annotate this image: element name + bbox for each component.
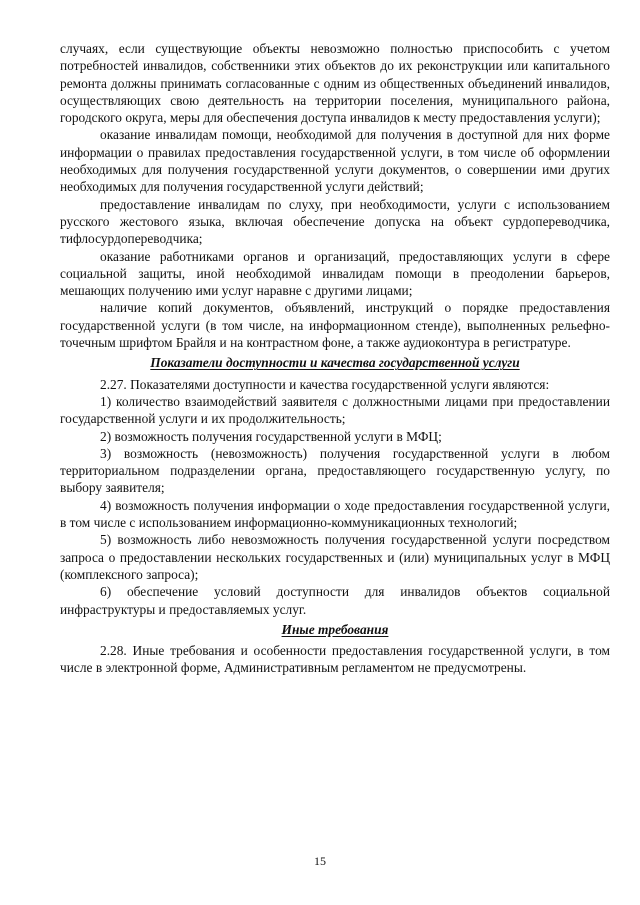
list-item: 3) возможность (невозможность) получения государственной услуги в любом территориальном подразделении органа, предоставляющего государственную услугу, по выбору заявителя; (60, 445, 610, 496)
paragraph: наличие копий документов, объявлений, инструкций о порядке предоставления государственной услуги (в том числе, на информационном стенде), выполненных рельефно-точечным шрифтом Брайля и на контрастном фоне, а также аудиоконтура в регистратуре. (60, 300, 610, 351)
list-item: 4) возможность получения информации о ходе предоставления государственной услуги, в том числе с использованием информационно-коммуникационных технологий; (60, 497, 610, 531)
paragraph: 2.28. Иные требования и особенности предоставления государственной услуги, в том числе в электронной форме, Административным регламентом не предусмотрены. (60, 643, 610, 676)
paragraph: предоставление инвалидам по слуху, при необходимости, услуги с использованием русского жестового языка, включая обеспечение допуска на объект сурдопереводчика, тифлосурдопереводчика; (60, 196, 610, 247)
list-item: 1) количество взаимодействий заявителя с должностными лицами при предоставлении государственной услуги и их продолжительность; (60, 393, 610, 427)
page-number: 15 (314, 854, 326, 868)
paragraph: оказание инвалидам помощи, необходимой для получения в доступной для них форме информации о правилах предоставления государственной услуги, в том числе об оформлении необходимых для получения государственной услуги документов, о совершении ими других необходимых для получения государственной услуги действий; (60, 127, 610, 195)
list-item: 6) обеспечение условий доступности для инвалидов объектов социальной инфраструктуры и предоставляемых услуг. (60, 584, 610, 617)
paragraph: 2.27. Показателями доступности и качества государственной услуги являются: (100, 376, 550, 392)
list-item: 2) возможность получения государственной услуги в МФЦ; (100, 428, 442, 444)
document-page (60, 40, 610, 677)
section-heading-indicators: Показатели доступности и качества государственной услуги (150, 355, 520, 371)
paragraph: случаях, если существующие объекты невозможно полностью приспособить с учетом потребностей инвалидов, собственники этих объектов до их реконструкции или капитального ремонта должны принимать согласованные с одним из общественных объединений инвалидов, осуществляющих свою деятельность на территории поселения, муниципального района, городского округа, меры для обеспечения доступа инвалидов к месту предоставления услуги); (60, 41, 610, 126)
section-heading-other: Иные требования (281, 621, 389, 637)
list-item: 5) возможность либо невозможность получения государственной услуги посредством запроса о предоставлении нескольких государственных и (или) муниципальных услуг в МФЦ (комплексного запроса); (60, 532, 610, 582)
paragraph: оказание работниками органов и организаций, предоставляющих услуги в сфере социальной защиты, иной необходимой инвалидам помощи в преодолении барьеров, мешающих получению ими услуг наравне с другими лицами; (60, 248, 610, 299)
